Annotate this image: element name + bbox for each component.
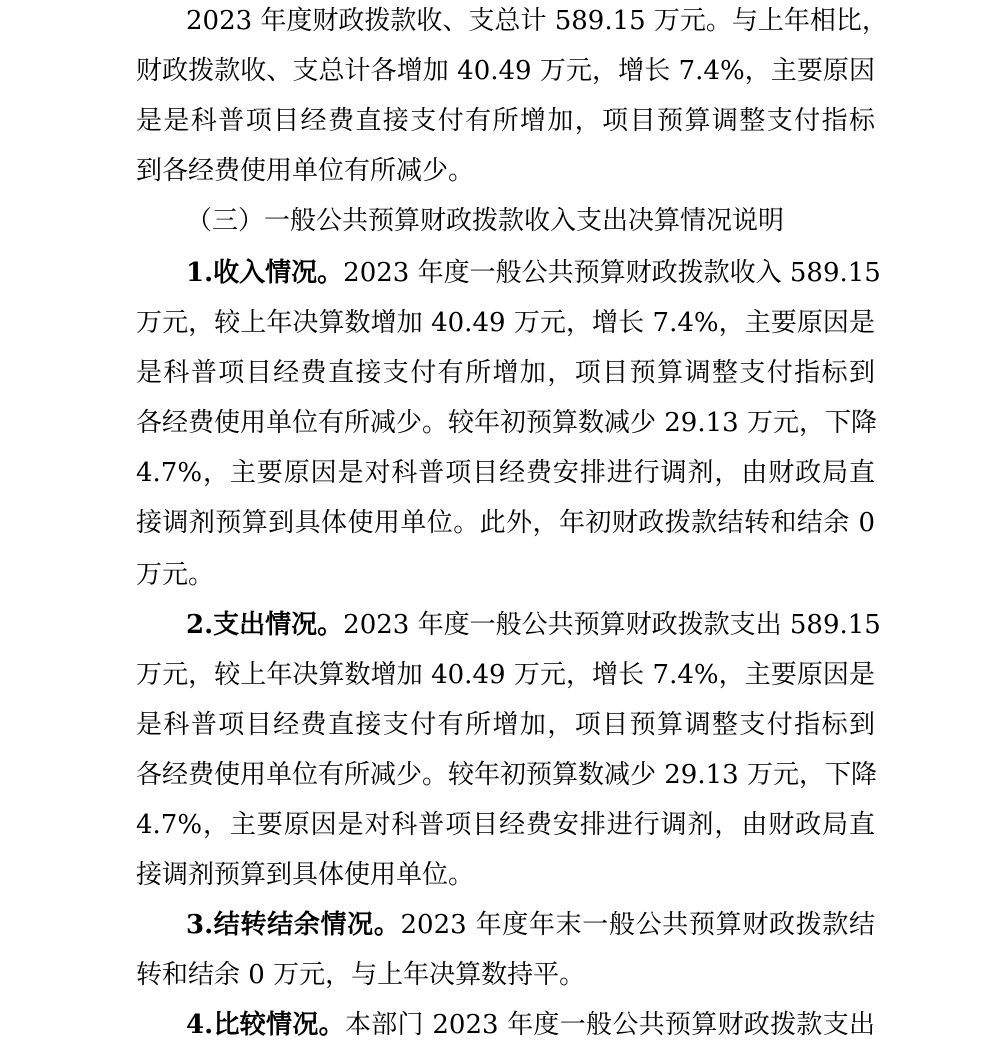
paragraph-line: 4.7%，主要原因是对科普项目经费安排进行调剂，由财政局直 — [136, 458, 875, 488]
subsection-text: 本部门 2023 年度一般公共预算财政拨款支出 — [344, 1010, 875, 1040]
subsection-label: 4.比较情况。 — [186, 1010, 345, 1040]
subsection-label: 3.结转结余情况。 — [186, 910, 401, 940]
paragraph-line: 财政拨款收、支总计各增加 40.49 万元，增长 7.4%，主要原因 — [136, 56, 875, 86]
paragraph-line: 万元。 — [136, 560, 215, 590]
paragraph-line: 接调剂预算到具体使用单位。 — [136, 860, 475, 890]
paragraph-line: 各经费使用单位有所减少。较年初预算数减少 29.13 万元，下降 — [136, 760, 877, 790]
paragraph-line: 到各经费使用单位有所减少。 — [136, 156, 475, 186]
paragraph-line: 万元，较上年决算数增加 40.49 万元，增长 7.4%，主要原因是 — [136, 308, 875, 338]
paragraph-line: 是是科普项目经费直接支付有所增加，项目预算调整支付指标 — [136, 106, 875, 136]
paragraph-line: 转和结余 0 万元，与上年决算数持平。 — [136, 960, 586, 990]
subsection-label: 2.支出情况。 — [186, 610, 344, 640]
subsection-first-line — [186, 908, 875, 942]
subsection-first-line — [186, 1008, 875, 1042]
subsection-first-line — [186, 608, 881, 642]
paragraph-line: 各经费使用单位有所减少。较年初预算数减少 29.13 万元，下降 — [136, 408, 877, 438]
subsection-first-line — [186, 256, 881, 290]
paragraph-line: 万元，较上年决算数增加 40.49 万元，增长 7.4%，主要原因是 — [136, 660, 875, 690]
paragraph-line: 4.7%，主要原因是对科普项目经费安排进行调剂，由财政局直 — [136, 810, 875, 840]
subsection-label: 1.收入情况。 — [186, 258, 344, 288]
subsection-text: 2023 年度一般公共预算财政拨款支出 589.15 — [343, 610, 881, 640]
paragraph-line: 是科普项目经费直接支付有所增加，项目预算调整支付指标到 — [136, 358, 875, 388]
paragraph-line: 2023 年度财政拨款收、支总计 589.15 万元。与上年相比， — [186, 6, 888, 36]
paragraph-line: 接调剂预算到具体使用单位。此外，年初财政拨款结转和结余 0 — [136, 508, 875, 538]
paragraph-line: 是科普项目经费直接支付有所增加，项目预算调整支付指标到 — [136, 710, 875, 740]
subsection-text: 2023 年度年末一般公共预算财政拨款结 — [400, 910, 875, 940]
subsection-text: 2023 年度一般公共预算财政拨款收入 589.15 — [343, 258, 881, 288]
section-heading: （三）一般公共预算财政拨款收入支出决算情况说明 — [186, 206, 785, 236]
